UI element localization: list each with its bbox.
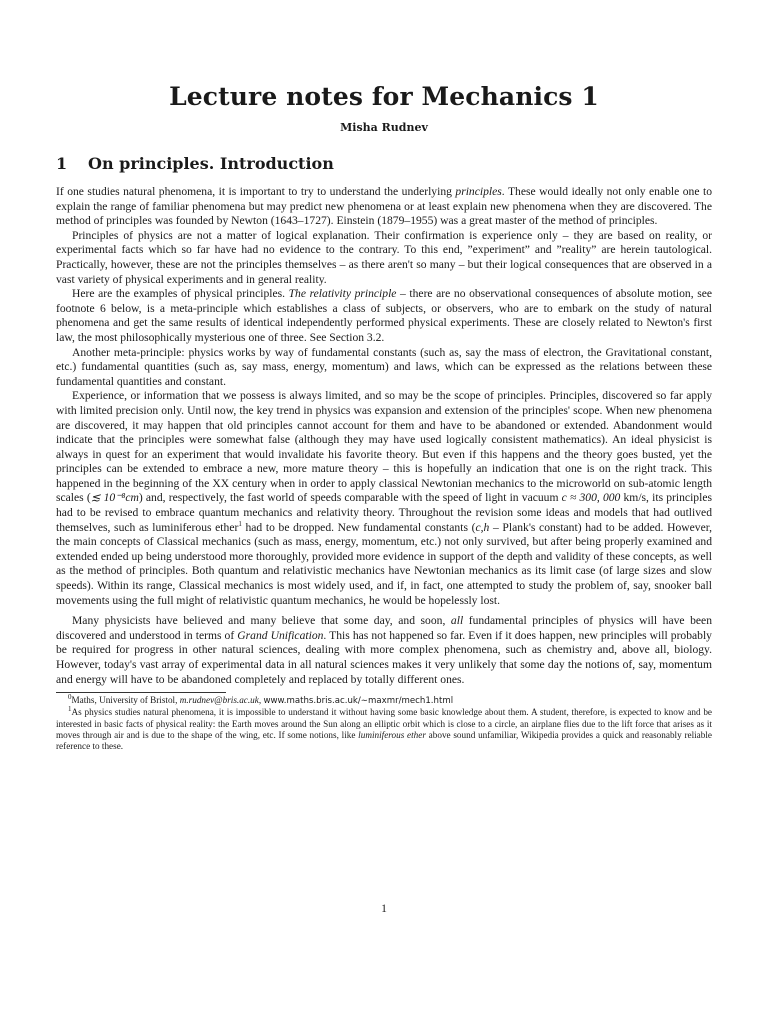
math-speed-of-light: c ≈ 300, 000: [561, 491, 621, 505]
section-title: On principles. Introduction: [88, 154, 334, 173]
footnote-divider: [56, 692, 226, 693]
emphasis-luminiferous-ether: luminiferous ether: [358, 729, 426, 740]
footnote-0: $^0$Maths, University of Bristol, m.rudnev@bris.ac.uk, www.maths.bris.ac.uk/∼maxmr/mech1.html: [68, 693, 454, 707]
page-number: 1: [381, 902, 387, 915]
paragraph-3: Here are the examples of physical principles. The relativity principle – there are no observational consequences of absolute motion, see footnote 6 below, is a meta-principle which establishes a class of subjects, or observers, who are to embark on the study of natural phenomena and get the same results of identical independently performed physical experiments. These are closely related to Newton's first law, the most philosophically mysterious one of three. See Section 3.2.: [56, 287, 713, 344]
author-name: Misha Rudnev: [340, 121, 428, 134]
paragraph-1: If one studies natural phenomena, it is important to try to understand the underlying principles. These would ideally not only enable one to explain the range of familiar phenomena but may predict new phenomena or at least explain new phenomena when they are discovered. The method of principles was founded by Newton (1643–1727). Einstein (1879–1955) was a great master of the method of principles.: [56, 185, 712, 228]
paragraph-2: Principles of physics are not a matter of logical explanation. Their confirmation is experience only – they are based on reality, or experimental facts which so far have had no evidence to the contrary. To this end, ”experiment” and ”reality” are herein tautological. Practically, however, these are not the principles themselves – as there aren't so many – but their logical consequences that are observed in a vast variety of physical experiments and in general reality.: [56, 228, 712, 286]
paragraph-6: Many physicists have believed and many believe that some day, and soon, all fundamental principles of physics will have been discovered and understood in terms of Grand Unification. This has not happened so far. Even if it does happen, new principles will probably be required for progress in other natural sciences, dealing with more complex phenomena, such as chemistry and, above all, biology. However, today's vast array of experimental data in all natural sciences makes it very unlikely that some day the notions of, say, momentum and energy will have to be abandoned completely and replaced by totally different ones.: [56, 614, 712, 686]
emphasis-all: all: [450, 614, 464, 628]
course-url-link[interactable]: www.maths.bris.ac.uk/∼maxmr/mech1.html: [263, 696, 454, 707]
emphasis-principles: principles: [455, 185, 502, 198]
math-constants: c,h: [475, 520, 490, 534]
emphasis-grand-unification: Grand Unification: [237, 628, 324, 642]
paragraph-5: Experience, or information that we possess is always limited, and so may be the scope of principles. Principles, discovered so far apply with limited precision only. Until now, the key trend in physics was expansion and extension of the principles' scope. When new phenomena are discovered, it may happen that old principles cannot account for them and have to be abandoned or extended. Abandonment would indicate that the principles were somewhat false (although they may have used logically consistent mathematics). An ideal physicist is always in quest for an experiment that would invalidate his favorite theory. But even if this happens and the theory goes busted, yet the principles can be extended to embrace a new, more mature theory – this is hopefully an indication that one is on the right track. This happened in the beginning of the XX century when in order to apply classical Newtonian mechanics to the microworld on sub-atomic length scales (≲ 10⁻⁸cm) and, respectively, the fast world of speeds comparable with the speed of light in vacuum c ≈ 300, 000 km/s, its principles had to be revised to embrace quantum mechanics and relativity theory. Throughout the revision some ideas and models that had outlived themselves, such as luminiferous ether$^1$ had to be dropped. New fundamental constants (c,h – Plank's constant) had to be added. However, the main concepts of Classical mechanics (such as mass, energy, momentum, etc.) not only survived, but after being properly examined and extended ended up being understood more thoroughly, provided more evidence in support of the depth and validity of these concepts, as well as the method of principles. Both quantum and relativistic mechanics have Newtonian mechanics as its limit case (of large sizes and slow speeds). Within its range, Classical mechanics is most widely used, and if, in fact, one attempted to study the problem of, say, snooker ball movements using the full might of relativistic quantum mechanics, he would be hopelessly lost.: [56, 389, 713, 607]
footnote-ref-1[interactable]: 1: [238, 519, 242, 528]
paragraph-4: Another meta-principle: physics works by way of fundamental constants (such as, say the mass of electron, the Gravitational constant, etc.) fundamental quantities (such as, say mass, energy, momentum) and laws, which can be expressed as the relations between these fundamental quantities and constant.: [56, 345, 712, 388]
footnote-1: $^1$As physics studies natural phenomena, it is impossible to understand it without having some basic knowledge about them. A student, therefore, is expected to know and be interested in basic facts of physical reality: the Earth moves around the Sun along an elliptic orbit which is close to a circle, an airplane flies due to the lift force that arises as it moves through air and is due to the shape of the wing, etc. If some notions, like luminiferous ether above sound unfamiliar, Wikipedia provides a quick and reasonably reliable reference to these.: [56, 705, 712, 751]
section-heading: [56, 154, 712, 173]
author-email[interactable]: m.rudnev@bris.ac.uk: [179, 695, 259, 706]
section-number: 1: [56, 154, 68, 173]
paper-title: Lecture notes for Mechanics 1: [169, 82, 599, 111]
emphasis-relativity-principle: The relativity principle: [288, 287, 397, 301]
math-length-scale: ≲ 10⁻⁸cm: [90, 491, 139, 505]
paper-page: [56, 78, 712, 752]
